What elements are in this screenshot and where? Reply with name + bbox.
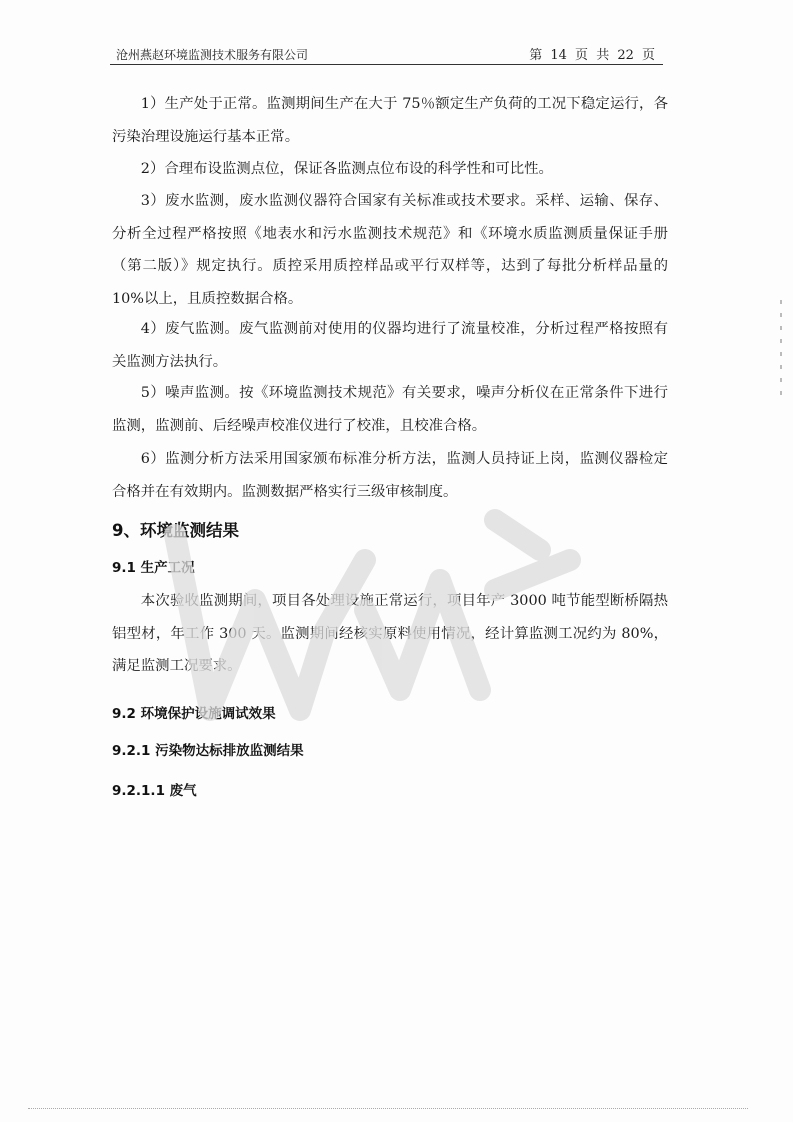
page-indicator: 第 14 页 共 22 页 (529, 48, 655, 63)
paragraph-4: 4）废气监测。废气监测前对使用的仪器均进行了流量校准，分析过程严格按照有关监测方法执行。 (112, 321, 668, 370)
paragraph-3: 3）废水监测，废水监测仪器符合国家有关标准或技术要求。采样、运输、保存、分析全过程严格按照《地表水和污水监测技术规范》和《环境水质监测质量保证手册（第二版）》规定执行。质控采用质控样品或平行双样等，达到了每批分析样品量的 10%以上，且质控数据合格。 (112, 193, 668, 307)
section-9-1-text: 本次验收监测期间，项目各处理设施正常运行，项目年产 3000 吨节能型断桥隔热铝型材，年工作 300 天。监测期间经核实原料使用情况，经计算监测工况约为 80%，满足监测工况要求。 (112, 593, 668, 674)
company-name: 沧州燕赵环境监测技术服务有限公司 (116, 48, 309, 62)
scan-edge-marks (780, 300, 783, 420)
section-9-1-heading: 9.1 生产工况 (112, 560, 195, 576)
section-9-2-1-1-heading: 9.2.1.1 废气 (112, 783, 197, 799)
page-header (110, 42, 663, 65)
paragraph-5: 5）噪声监测。按《环境监测技术规范》有关要求，噪声分析仪在正常条件下进行监测，监测前、后经噪声校准仪进行了校准，且校准合格。 (112, 385, 668, 434)
section-9-2-heading: 9.2 环境保护设施调试效果 (112, 706, 276, 722)
paragraph-6: 6）监测分析方法采用国家颁布标准分析方法，监测人员持证上岗，监测仪器检定合格并在有效期内。监测数据严格实行三级审核制度。 (112, 451, 668, 500)
section-9-2-1-heading: 9.2.1 污染物达标排放监测结果 (112, 743, 304, 759)
scan-bottom-line (28, 1108, 748, 1109)
paragraph-1: 1）生产处于正常。监测期间生产在大于 75％额定生产负荷的工况下稳定运行，各污染治理设施运行基本正常。 (112, 96, 668, 145)
paragraph-2: 2）合理布设监测点位，保证各监测点位布设的科学性和可比性。 (140, 161, 553, 177)
section-9-heading: 9、环境监测结果 (112, 521, 239, 540)
